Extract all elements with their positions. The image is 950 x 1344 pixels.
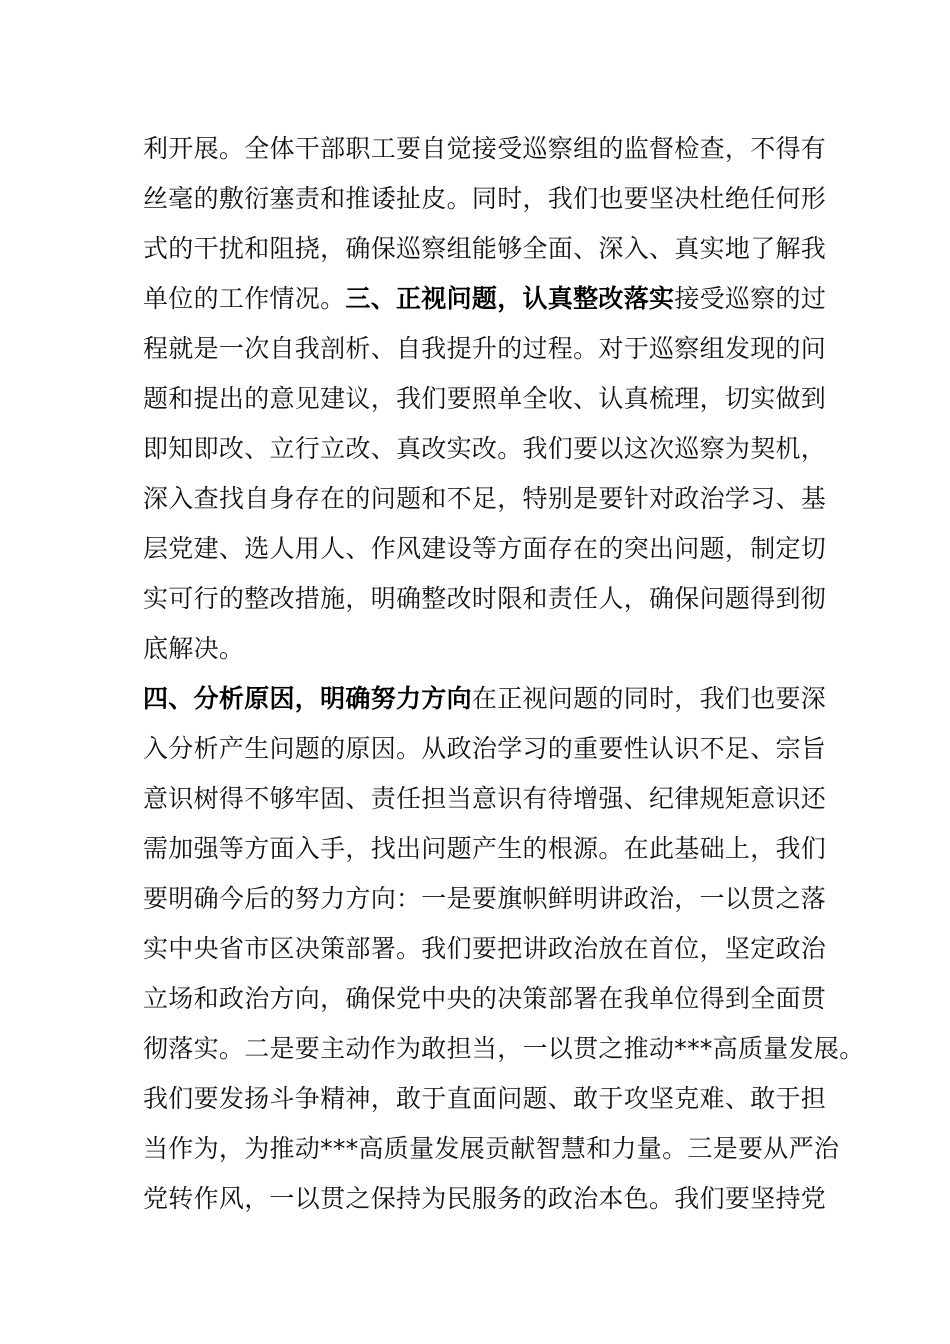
- section-heading-3: 三、正视问题，认真整改落实: [345, 284, 675, 313]
- text-line: 底解决。: [143, 634, 245, 663]
- text-line: 题和提出的意见建议，我们要照单全收、认真梳理，切实做到: [143, 384, 827, 413]
- text-line: [143, 684, 826, 714]
- section-heading-4: 四、分析原因，明确努力方向: [143, 684, 472, 713]
- text-line: 当作为，为推动***高质量发展贡献智慧和力量。三是要从严治: [143, 1134, 840, 1163]
- text-line: 式的干扰和阻挠，确保巡察组能够全面、深入、真实地了解我: [143, 234, 827, 263]
- text-line: [143, 284, 826, 314]
- text-line: 层党建、选人用人、作风建设等方面存在的突出问题，制定切: [143, 534, 827, 563]
- text-line: 需加强等方面入手，找出问题产生的根源。在此基础上，我们: [143, 834, 827, 863]
- text-line: 立场和政治方向，确保党中央的决策部署在我单位得到全面贯: [143, 984, 827, 1013]
- text-line: 我们要发扬斗争精神，敢于直面问题、敢于攻坚克难、敢于担: [143, 1084, 827, 1113]
- text-line: 要明确今后的努力方向：一是要旗帜鲜明讲政治，一以贯之落: [143, 884, 827, 913]
- text-run: 接受巡察的过: [674, 284, 827, 313]
- text-line: 实中央省市区决策部署。我们要把讲政治放在首位，坚定政治: [143, 934, 827, 963]
- text-run: 在正视问题的同时，我们也要深: [471, 684, 827, 713]
- text-line: 彻落实。二是要主动作为敢担当，一以贯之推动***高质量发展。: [143, 1034, 865, 1063]
- text-line: 利开展。全体干部职工要自觉接受巡察组的监督检查，不得有: [143, 134, 827, 163]
- text-run: 单位的工作情况。: [143, 284, 346, 313]
- text-line: 程就是一次自我剖析、自我提升的过程。对于巡察组发现的问: [143, 334, 827, 363]
- text-line: 深入查找自身存在的问题和不足，特别是要针对政治学习、基: [143, 484, 827, 513]
- text-line: 党转作风，一以贯之保持为民服务的政治本色。我们要坚持党: [143, 1184, 827, 1213]
- text-line: 入分析产生问题的原因。从政治学习的重要性认识不足、宗旨: [143, 734, 827, 763]
- text-line: 实可行的整改措施，明确整改时限和责任人，确保问题得到彻: [143, 584, 827, 613]
- text-line: 即知即改、立行立改、真改实改。我们要以这次巡察为契机，: [143, 434, 827, 463]
- text-line: 丝毫的敷衍塞责和推诿扯皮。同时，我们也要坚决杜绝任何形: [143, 184, 827, 213]
- text-line: 意识树得不够牢固、责任担当意识有待增强、纪律规矩意识还: [143, 784, 827, 813]
